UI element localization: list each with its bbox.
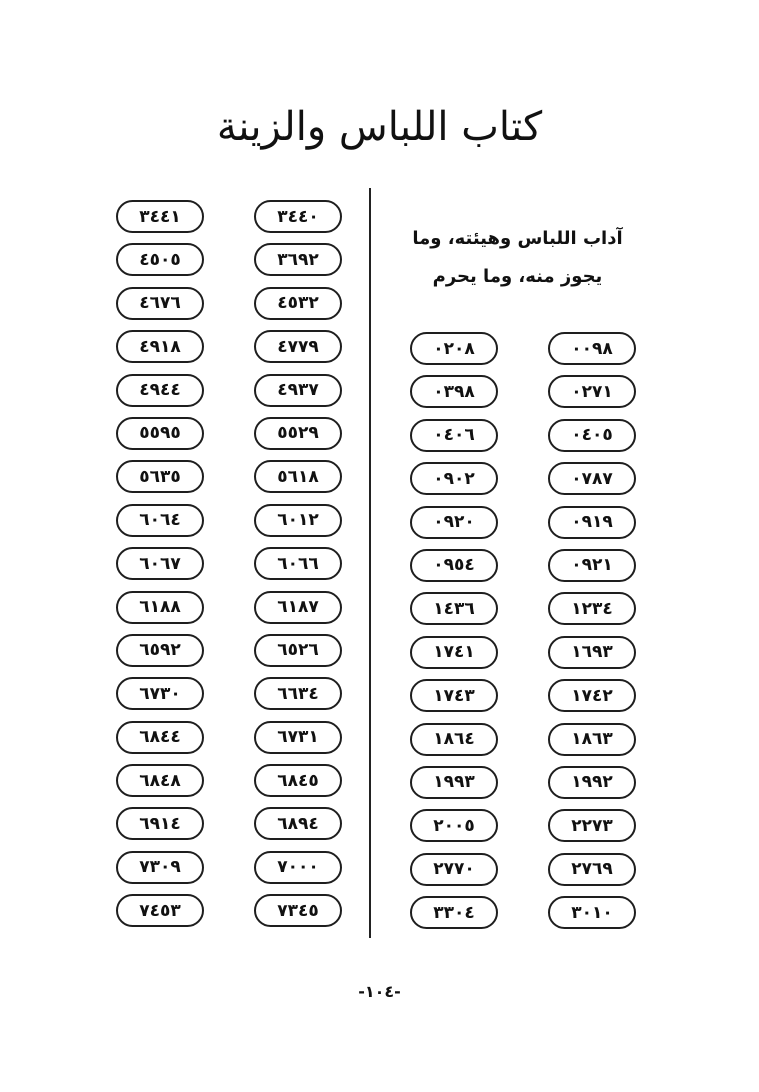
hadith-number-badge: ٦٩١٤ (116, 807, 204, 840)
hadith-number-badge: ٤٥٣٢ (254, 287, 342, 320)
hadith-number-badge: ٣٤٤١ (116, 200, 204, 233)
hadith-number-badge: ٦٨٩٤ (254, 807, 342, 840)
hadith-number-badge: ٦١٨٨ (116, 591, 204, 624)
hadith-number-badge: ٥٦١٨ (254, 460, 342, 493)
hadith-number-badge: ٤٩١٨ (116, 330, 204, 363)
hadith-number-badge: ١٧٤٣ (410, 679, 498, 712)
hadith-number-badge: ٦٥٢٦ (254, 634, 342, 667)
hadith-number-badge: ٢٢٧٣ (548, 809, 636, 842)
hadith-number-badge: ٥٥٩٥ (116, 417, 204, 450)
hadith-number-badge: ٤٦٧٦ (116, 287, 204, 320)
hadith-number-badge: ٤٩٤٤ (116, 374, 204, 407)
hadith-number-badge: ٦٧٣٠ (116, 677, 204, 710)
hadith-number-badge: ٠٢٧١ (548, 375, 636, 408)
hadith-number-badge: ٤٥٠٥ (116, 243, 204, 276)
hadith-number-badge: ٢٧٦٩ (548, 853, 636, 886)
hadith-number-badge: ١٤٣٦ (410, 592, 498, 625)
hadith-number-badge: ٣٠١٠ (548, 896, 636, 929)
hadith-number-badge: ٠٩٥٤ (410, 549, 498, 582)
hadith-number-badge: ٧٠٠٠ (254, 851, 342, 884)
hadith-number-badge: ٦٨٤٥ (254, 764, 342, 797)
hadith-number-badge: ٠٠٩٨ (548, 332, 636, 365)
hadith-number-badge: ٦٠٦٤ (116, 504, 204, 537)
hadith-number-badge: ٠٩١٩ (548, 506, 636, 539)
hadith-number-badge: ٧٤٥٣ (116, 894, 204, 927)
hadith-number-badge: ١٩٩٢ (548, 766, 636, 799)
hadith-number-badge: ٣٦٩٢ (254, 243, 342, 276)
hadith-number-badge: ٧٣٠٩ (116, 851, 204, 884)
hadith-number-badge: ١٧٤١ (410, 636, 498, 669)
hadith-number-badge: ٢٧٧٠ (410, 853, 498, 886)
hadith-number-badge: ٠٩٠٢ (410, 462, 498, 495)
page-number: -١٠٤- (358, 982, 401, 1001)
hadith-number-badge: ٠٤٠٥ (548, 419, 636, 452)
hadith-number-badge: ٠٤٠٦ (410, 419, 498, 452)
hadith-number-badge: ٠٩٢٠ (410, 506, 498, 539)
hadith-number-badge: ٠٧٨٧ (548, 462, 636, 495)
hadith-column-left-second (116, 200, 204, 938)
hadith-number-badge: ٦٦٣٤ (254, 677, 342, 710)
hadith-number-badge: ٢٠٠٥ (410, 809, 498, 842)
hadith-number-badge: ١٢٣٤ (548, 592, 636, 625)
section-heading: آداب اللباس وهيئته، وما يجوز منه، وما يحرم (412, 228, 623, 287)
hadith-number-badge: ٦٠٦٧ (116, 547, 204, 580)
hadith-number-badge: ١٧٤٢ (548, 679, 636, 712)
hadith-number-badge: ١٩٩٣ (410, 766, 498, 799)
hadith-number-badge: ٥٥٢٩ (254, 417, 342, 450)
hadith-number-badge: ٦٧٣١ (254, 721, 342, 754)
hadith-number-badge: ٠٢٠٨ (410, 332, 498, 365)
hadith-column-right-second (410, 332, 498, 939)
hadith-number-badge: ٦٥٩٢ (116, 634, 204, 667)
hadith-number-badge: ٣٤٤٠ (254, 200, 342, 233)
hadith-number-badge: ٤٩٣٧ (254, 374, 342, 407)
column-divider (369, 188, 371, 938)
hadith-number-badge: ٧٣٤٥ (254, 894, 342, 927)
hadith-number-badge: ٦٠٦٦ (254, 547, 342, 580)
hadith-column-right-first (548, 332, 636, 939)
hadith-column-left-first (254, 200, 342, 938)
hadith-number-badge: ٠٣٩٨ (410, 375, 498, 408)
hadith-number-badge: ٣٣٠٤ (410, 896, 498, 929)
hadith-number-badge: ١٨٦٤ (410, 723, 498, 756)
hadith-number-badge: ٦٨٤٨ (116, 764, 204, 797)
hadith-number-badge: ١٦٩٣ (548, 636, 636, 669)
hadith-number-badge: ١٨٦٣ (548, 723, 636, 756)
hadith-number-badge: ٤٧٧٩ (254, 330, 342, 363)
hadith-number-badge: ٦١٨٧ (254, 591, 342, 624)
hadith-number-badge: ٦٠١٢ (254, 504, 342, 537)
hadith-number-badge: ٦٨٤٤ (116, 721, 204, 754)
hadith-number-badge: ٥٦٣٥ (116, 460, 204, 493)
page-title: كتاب اللباس والزينة (216, 104, 543, 150)
hadith-number-badge: ٠٩٢١ (548, 549, 636, 582)
